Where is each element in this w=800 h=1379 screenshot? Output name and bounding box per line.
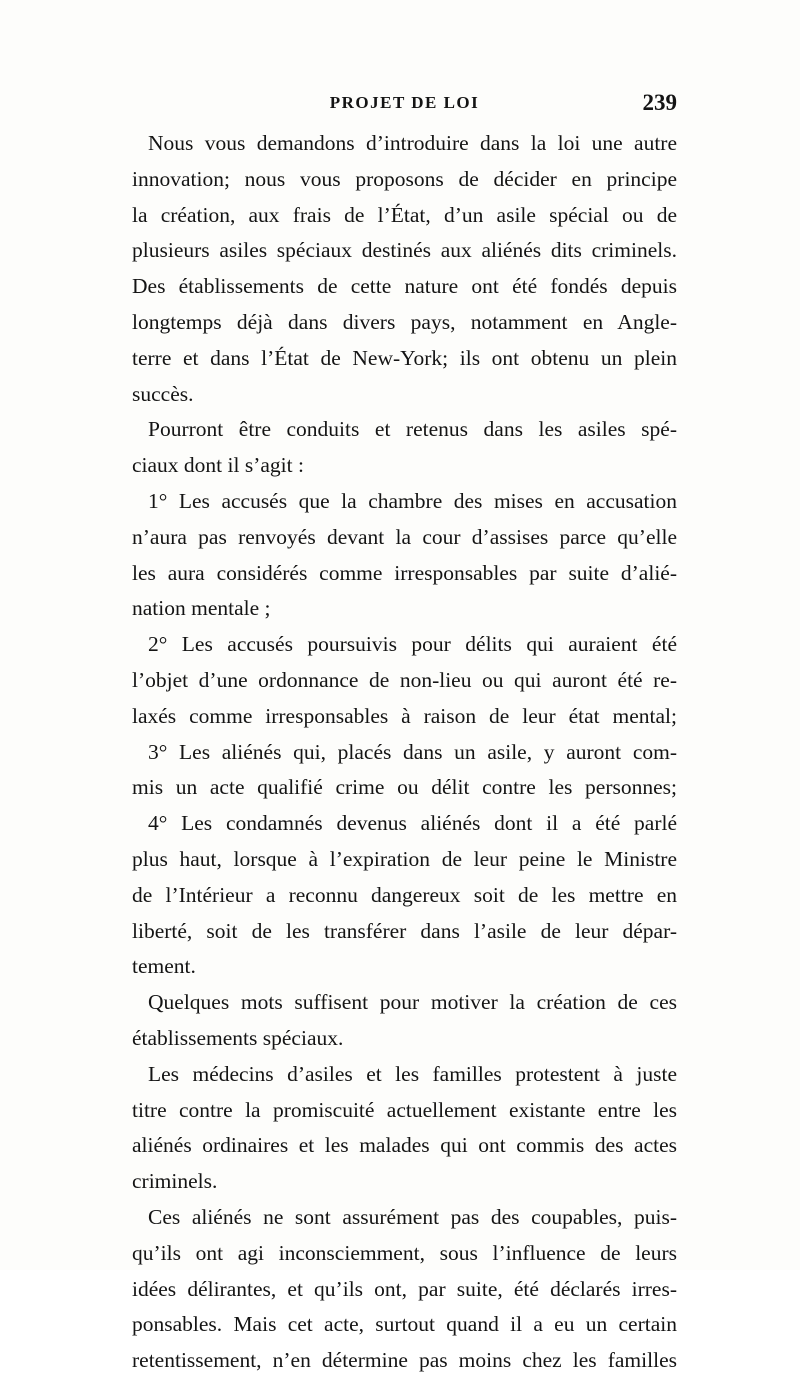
text-line: titre contre la promiscuité actuellement existante entre les [132, 1097, 677, 1122]
text-line: Ces aliénés ne sont assurément pas des coupables, puis- [148, 1204, 677, 1229]
text-line: qu’ils ont agi inconsciemment, sous l’influence de leurs [132, 1240, 677, 1265]
text-line: criminels. [132, 1169, 218, 1194]
text-line: la création, aux frais de l’État, d’un asile spécial ou de [132, 202, 677, 227]
running-title: PROJET DE LOI [329, 93, 480, 112]
text-line: succès. [132, 381, 194, 406]
body-text [132, 126, 677, 1379]
text-line: aliénés ordinaires et les malades qui ont commis des actes [132, 1133, 677, 1158]
text-line: innovation; nous vous proposons de décider en principe [132, 166, 677, 191]
text-line: Pourront être conduits et retenus dans les asiles spé- [148, 417, 677, 442]
text-line: 3° Les aliénés qui, placés dans un asile, y auront com- [148, 739, 677, 764]
text-line: 4° Les condamnés devenus aliénés dont il a été parlé [148, 811, 677, 836]
text-line: ciaux dont il s’agit : [132, 453, 304, 478]
running-head [132, 90, 677, 123]
text-line: mis un acte qualifié crime ou délit contre les personnes; [132, 775, 677, 800]
text-line: Nous vous demandons d’introduire dans la loi une autre [148, 131, 677, 155]
text-line: plus haut, lorsque à l’expiration de leur peine le Ministre [132, 846, 677, 871]
text-line: terre et dans l’État de New-York; ils ont obtenu un plein [132, 345, 677, 370]
text-line: laxés comme irresponsables à raison de leur état mental; [132, 703, 677, 728]
text-line: de l’Intérieur a reconnu dangereux soit de les mettre en [132, 882, 677, 907]
text-line: tement. [132, 954, 196, 979]
text-line: nation mentale ; [132, 596, 271, 621]
text-line: idées délirantes, et qu’ils ont, par suite, été déclarés irres- [132, 1276, 677, 1301]
text-line: longtemps déjà dans divers pays, notamment en Angle- [132, 309, 677, 334]
text-line: ponsables. Mais cet acte, surtout quand il a eu un certain [132, 1312, 677, 1337]
text-line: établissements spéciaux. [132, 1025, 344, 1050]
text-line: n’aura pas renvoyés devant la cour d’assises parce qu’elle [132, 524, 677, 549]
text-line: retentissement, n’en détermine pas moins chez les familles [132, 1348, 677, 1373]
text-line: les aura considérés comme irresponsables par suite d’alié- [132, 560, 677, 585]
text-line: 1° Les accusés que la chambre des mises en accusation [148, 488, 677, 513]
text-line: 2° Les accusés poursuivis pour délits qui auraient été [148, 632, 677, 657]
text-line: Quelques mots suffisent pour motiver la création de ces [148, 990, 677, 1015]
text-line: l’objet d’une ordonnance de non-lieu ou qui auront été re- [132, 667, 677, 692]
page-number: 239 [642, 90, 677, 115]
text-line: liberté, soit de les transférer dans l’asile de leur dépar- [132, 918, 677, 943]
text-line: Des établissements de cette nature ont été fondés depuis [132, 274, 677, 299]
text-line: Les médecins d’asiles et les familles protestent à juste [148, 1061, 677, 1086]
text-line: plusieurs asiles spéciaux destinés aux aliénés dits criminels. [132, 238, 677, 263]
